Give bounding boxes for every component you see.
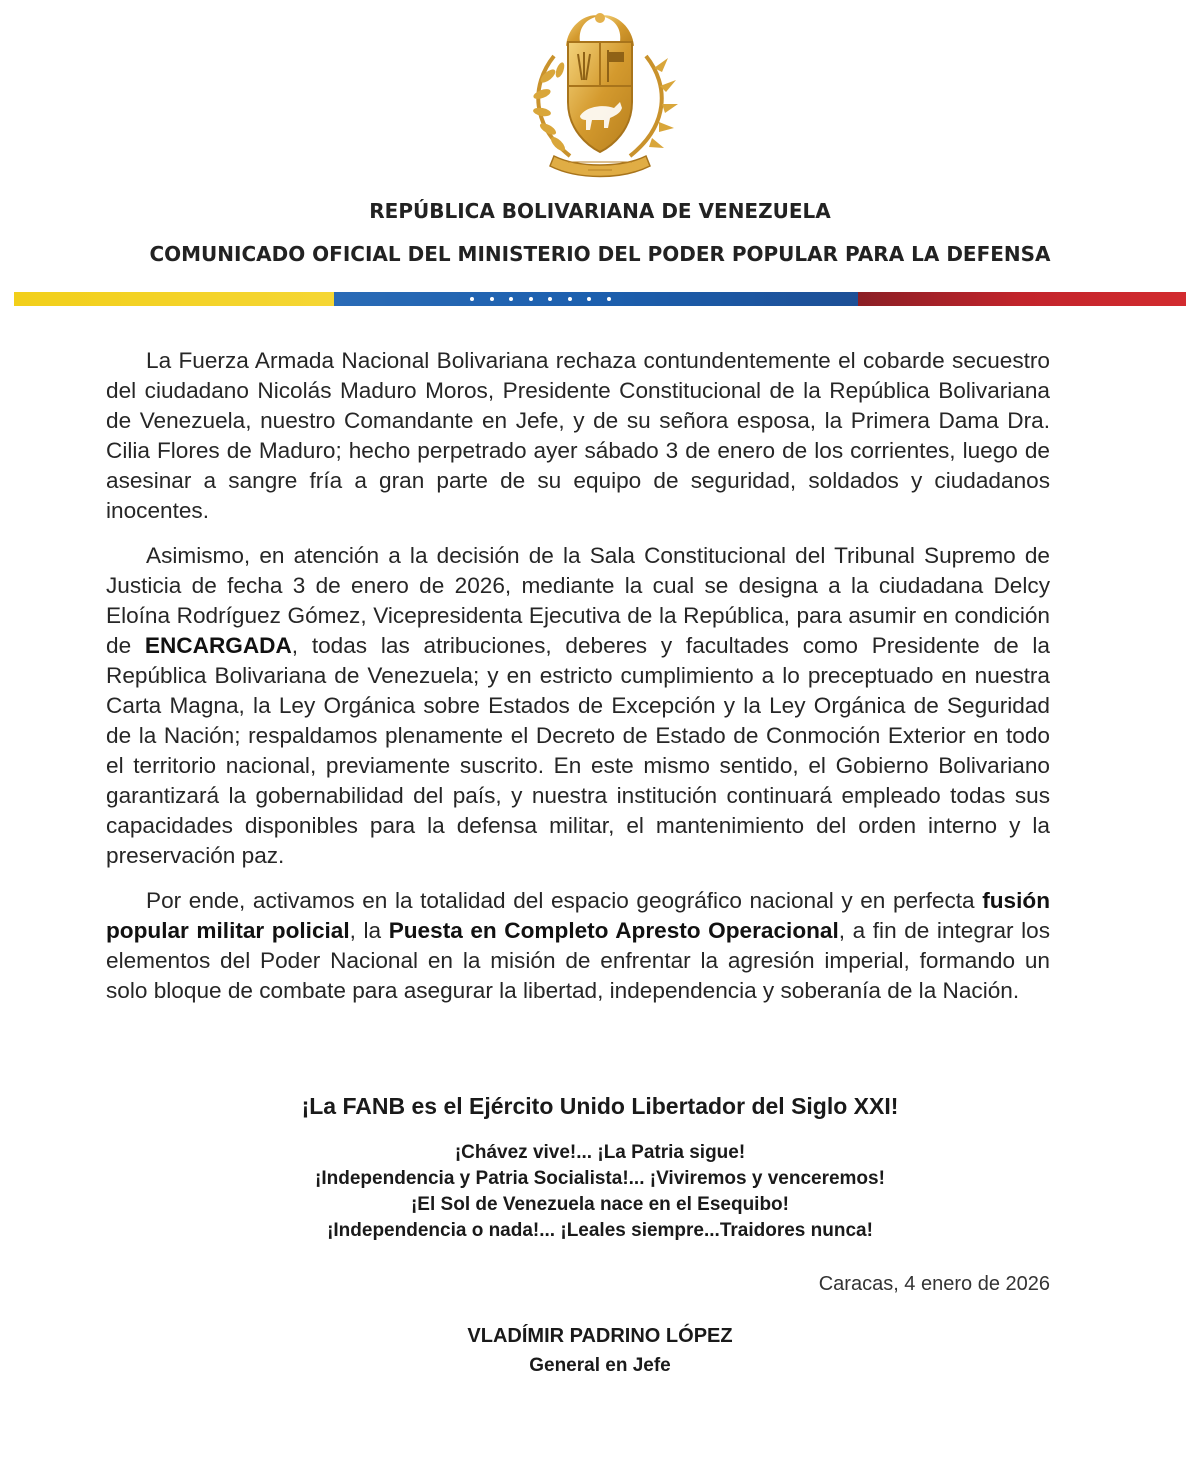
emphasis-fusion: fusión popular militar policial <box>106 888 1050 943</box>
communique-body <box>106 346 1050 1021</box>
paragraph-3: Por ende, activamos en la totalidad del espacio geográfico nacional y en perfecta fusión popular militar policial, la Puesta en Completo Apresto Operacional, a fin de integrar los elementos del Poder Nacional en la misión de enfrentar la agresión imperial, formando un solo bloque de combate para asegurar la libertad, independencia y soberanía de la Nación. <box>106 888 1050 1003</box>
coat-of-arms-icon <box>508 6 692 184</box>
fanb-motto: ¡La FANB es el Ejército Unido Libertador del Siglo XXI! <box>301 1093 899 1119</box>
place-and-date: Caracas, 4 enero de 2026 <box>818 1273 1050 1295</box>
flag-stars <box>470 292 626 306</box>
flag-blue-band <box>334 292 858 306</box>
slogan-line: ¡Chávez vive!... ¡La Patria sigue! <box>454 1142 746 1163</box>
slogan-line: ¡El Sol de Venezuela nace en el Esequibo! <box>410 1194 789 1215</box>
paragraph-2: Asimismo, en atención a la decisión de la Sala Constitucional del Tribunal Supremo de Justicia de fecha 3 de enero de 2026, mediante la cual se designa a la ciudadana Delcy Eloína Rodríguez Gómez, Vicepresidenta Ejecutiva de la República, para asumir en condición de ENCARGADA, todas las atribuciones, deberes y facultades como Presidente de la República Bolivariana de Venezuela; y en estricto cumplimiento a lo preceptuado en nuestra Carta Magna, la Ley Orgánica sobre Estados de Excepción y la Ley Orgánica de Seguridad de la Nación; respaldamos plenamente el Decreto de Estado de Conmoción Exterior en todo el territorio nacional, previamente suscrito. En este mismo sentido, el Gobierno Bolivariano garantizará la gobernabilidad del país, y nuestra institución continuará empleado todas sus capacidades disponibles para la defensa militar, el mantenimiento del orden interno y la preservación paz. <box>106 543 1050 868</box>
document-heading: REPÚBLICA BOLIVARIANA DE VENEZUELA <box>369 199 831 223</box>
emphasis-apresto: Puesta en Completo Apresto Operacional <box>388 918 839 943</box>
star-icon <box>490 297 494 301</box>
flag-red-band <box>858 292 1186 306</box>
emphasis-encargada: ENCARGADA <box>144 633 292 658</box>
star-icon <box>529 297 533 301</box>
signer-title: General en Jefe <box>529 1355 671 1376</box>
slogan-line: ¡Independencia y Patria Socialista!... ¡Viviremos y venceremos! <box>315 1168 885 1189</box>
paragraph-1: La Fuerza Armada Nacional Bolivariana rechaza contundentemente el cobarde secuestro del ciudadano Nicolás Maduro Moros, Presidente Constitucional de la República Bolivariana de Venezuela, nuestro Comandante en Jefe, y de su señora esposa, la Primera Dama Dra. Cilia Flores de Maduro; hecho perpetrado ayer sábado 3 de enero de los corrientes, luego de asesinar a sangre fría a gran parte de su equipo de seguridad, soldados y ciudadanos inocentes. <box>106 348 1050 523</box>
flag-divider <box>14 292 1186 306</box>
star-icon <box>548 297 552 301</box>
star-icon <box>607 297 611 301</box>
star-icon <box>568 297 572 301</box>
slogans-block <box>0 1140 1200 1244</box>
slogan-line: ¡Independencia o nada!... ¡Leales siempre...Traidores nunca! <box>327 1220 873 1241</box>
flag-yellow-band <box>14 292 334 306</box>
star-icon <box>470 297 474 301</box>
star-icon <box>587 297 591 301</box>
signer-name: VLADÍMIR PADRINO LÓPEZ <box>467 1325 733 1347</box>
coat-of-arms-emblem <box>508 6 692 184</box>
star-icon <box>509 297 513 301</box>
document-subheading: COMUNICADO OFICIAL DEL MINISTERIO DEL PODER POPULAR PARA LA DEFENSA <box>149 242 1051 266</box>
